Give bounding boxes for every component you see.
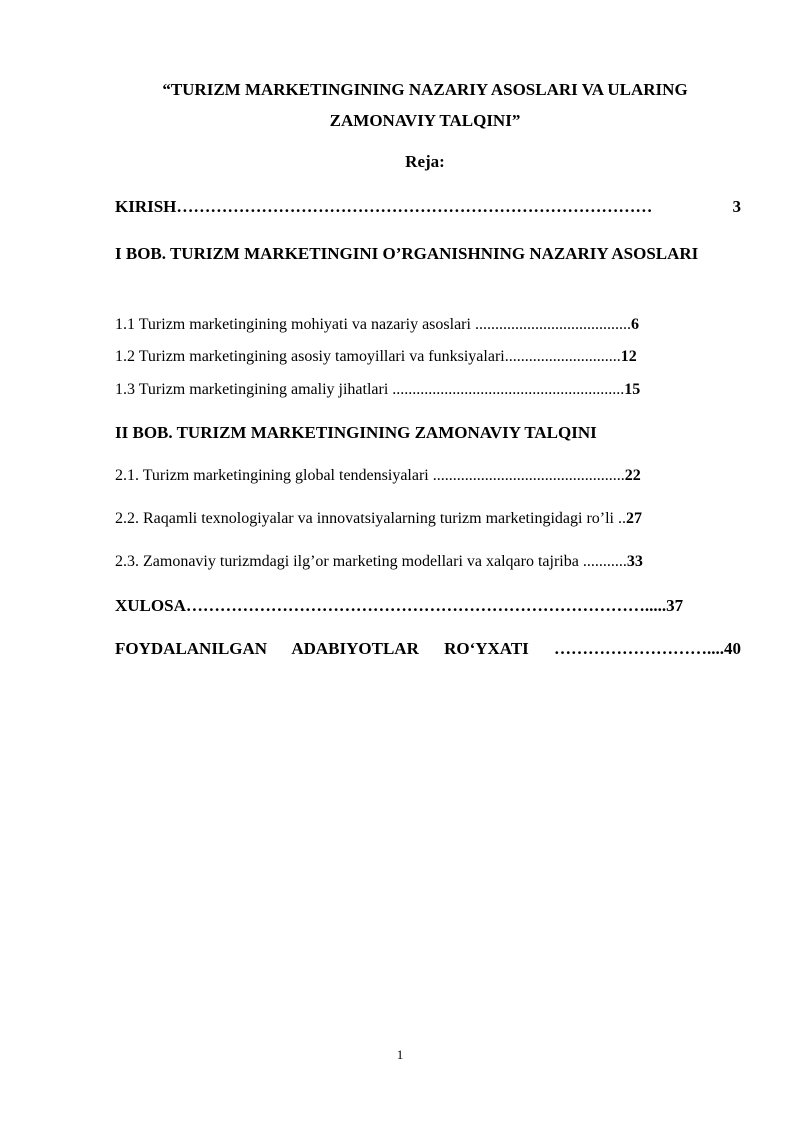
toc-intro: KIRISH………………………………………………………………………… 3	[115, 197, 741, 216]
toc-entry-text: 1.1 Turizm marketingining mohiyati va nazariy asoslari .......................................	[115, 316, 631, 333]
toc-entry-1-2	[115, 348, 741, 366]
toc-entry-1-1	[115, 316, 741, 334]
toc-entry-2-3	[115, 553, 741, 571]
toc-entry-text: 1.3 Turizm marketingining amaliy jihatlari ..........................................................	[115, 381, 625, 398]
toc-entry-2-2	[115, 510, 741, 528]
toc-entry-text: 2.1. Turizm marketingining global tendensiyalari ................................................	[115, 467, 625, 484]
toc-conclusion: XULOSA……………………………………………………………………….....37	[115, 596, 684, 615]
plan-label: Reja:	[405, 152, 445, 171]
toc-chapter-1: I BOB. TURIZM MARKETINGINI O’RGANISHNING NAZARIY ASOSLARI	[115, 244, 699, 263]
toc-entry-text: 2.2. Raqamli texnologiyalar va innovatsiyalarning turizm marketingidagi ro’li ..	[115, 510, 626, 527]
toc-references: FOYDALANILGAN ADABIYOTLAR RO‘YXATI ………………………....40	[115, 639, 741, 658]
document-title: “TURIZM MARKETINGINING NAZARIY ASOSLARI VA ULARING ZAMONAVIY TALQINI”	[162, 80, 688, 130]
toc-entry-page: 27	[625, 510, 642, 527]
toc-entry-text: 2.3. Zamonaviy turizmdagi ilg’or marketing modellari va xalqaro tajriba ...........	[115, 553, 627, 570]
toc-entry-page: 15	[624, 381, 641, 398]
toc-entry-page: 33	[626, 553, 643, 570]
toc-entry-page: 22	[624, 467, 641, 484]
toc-entry-1-3	[115, 381, 741, 399]
toc-entry-page: 6	[630, 316, 639, 333]
page-number: 1	[396, 1047, 404, 1062]
toc-entry-2-1	[115, 467, 741, 485]
toc-entry-page: 12	[620, 348, 637, 365]
toc-chapter-2: II BOB. TURIZM MARKETINGINING ZAMONAVIY TALQINI	[115, 423, 597, 442]
toc-entry-text: 1.2 Turizm marketingining asosiy tamoyillari va funksiyalari.............................	[115, 348, 621, 365]
